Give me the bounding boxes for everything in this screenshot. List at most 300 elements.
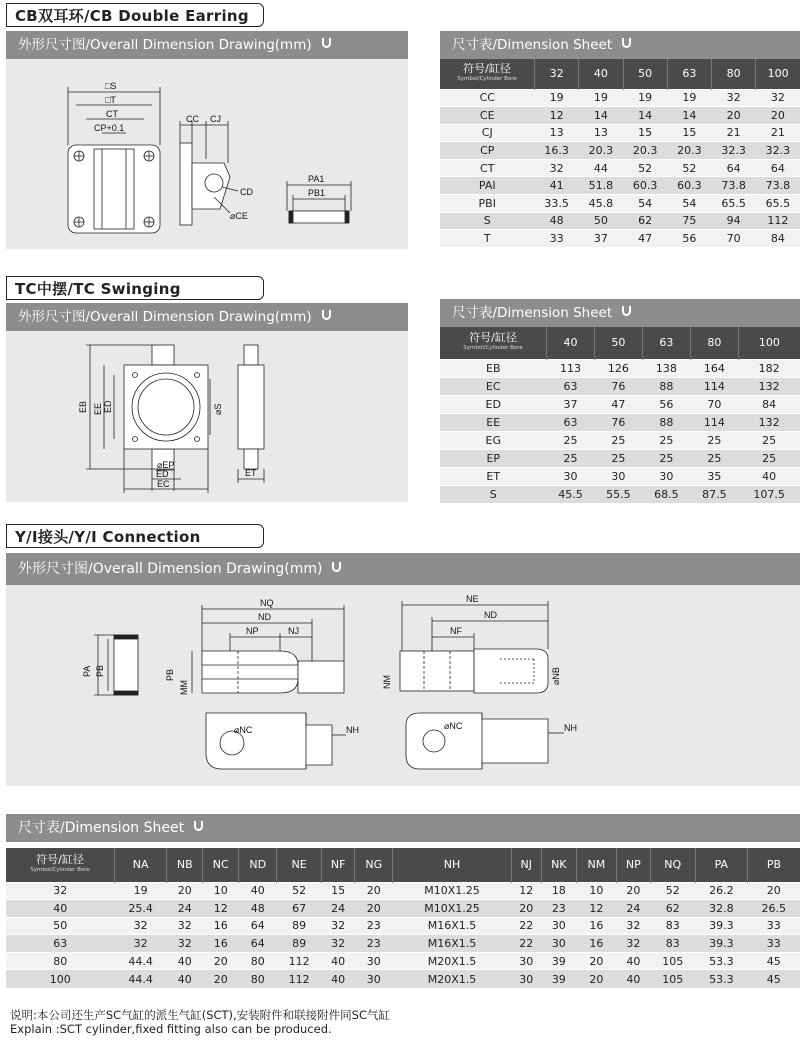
table-cell: 32 xyxy=(322,917,355,935)
table-header-cell: NF xyxy=(322,848,355,882)
table-cell: M16X1.5 xyxy=(393,935,512,953)
table-cell: 63 xyxy=(6,935,115,953)
table-cell: 33.5 xyxy=(535,195,579,213)
download-icon[interactable] xyxy=(194,821,203,831)
tc-sheet-bar xyxy=(440,299,800,327)
yi-label-nh2: NH xyxy=(564,723,577,733)
table-cell: 25 xyxy=(642,449,690,467)
table-row xyxy=(440,124,800,142)
table-cell: 32 xyxy=(115,917,167,935)
table-cell: 52 xyxy=(277,882,322,900)
table-cell: 24 xyxy=(322,900,355,918)
table-row xyxy=(440,212,800,230)
table-header-cell: NA xyxy=(115,848,167,882)
table-cell: CJ xyxy=(440,124,535,142)
table-cell: 16.3 xyxy=(535,142,579,160)
table-cell: 40 xyxy=(167,952,203,970)
table-cell: 14 xyxy=(579,107,623,125)
table-cell: 47 xyxy=(623,230,667,248)
tc-dimension-table xyxy=(440,327,800,503)
cb-label-cc: CC xyxy=(186,114,199,124)
yi-label-nf: NF xyxy=(450,626,462,636)
tc-drawing xyxy=(6,331,408,502)
table-cell: 126 xyxy=(594,359,642,377)
yi-label-pb2: PB xyxy=(165,668,175,681)
download-icon[interactable] xyxy=(332,562,341,572)
note-cn: 说明:本公司还生产SC气缸的派生气缸(SCT),安装附件和联接附件同SC气缸 xyxy=(10,1008,391,1022)
table-cell: 24 xyxy=(616,900,650,918)
table-row xyxy=(6,935,800,953)
table-cell: 32.8 xyxy=(695,900,747,918)
table-cell: 45.8 xyxy=(579,195,623,213)
cb-label-pa1: PA1 xyxy=(308,174,325,184)
table-cell: 60.3 xyxy=(623,177,667,195)
table-cell: 45 xyxy=(748,970,800,988)
table-cell: 35 xyxy=(690,467,738,485)
yi-section-title: Y/I接头/Y/I Connection xyxy=(6,524,264,548)
table-cell: 39 xyxy=(541,970,576,988)
table-cell: 64 xyxy=(239,935,277,953)
yi-label-nj: NJ xyxy=(288,626,299,636)
table-cell: 23 xyxy=(355,935,393,953)
table-cell: 55.5 xyxy=(594,485,642,503)
table-cell: 75 xyxy=(667,212,711,230)
tc-label-ee: EE xyxy=(93,402,103,415)
table-cell: 39.3 xyxy=(695,935,747,953)
table-cell: M10X1.25 xyxy=(393,882,512,900)
table-cell: CT xyxy=(440,159,535,177)
table-cell: 138 xyxy=(642,359,690,377)
yi-sheet-bar xyxy=(6,814,800,842)
table-cell: 182 xyxy=(738,359,800,377)
table-cell: 21 xyxy=(756,124,800,142)
yi-drawing-bar-label: 外形尺寸图/Overall Dimension Drawing(mm) xyxy=(18,561,323,577)
table-cell: 40 xyxy=(322,970,355,988)
table-cell: 80 xyxy=(239,970,277,988)
tc-label-ed-bottom: ED xyxy=(156,469,169,479)
table-cell: 37 xyxy=(579,230,623,248)
table-row xyxy=(440,485,800,503)
table-cell: 56 xyxy=(642,395,690,413)
table-cell: 25 xyxy=(594,431,642,449)
yi-label-pa: PA xyxy=(82,665,92,677)
yi-label-np: NP xyxy=(246,626,259,636)
table-cell: 88 xyxy=(642,413,690,431)
table-cell: 62 xyxy=(623,212,667,230)
table-header-cell: 63 xyxy=(667,59,711,89)
table-cell: 14 xyxy=(667,107,711,125)
table-cell: 32 xyxy=(6,882,115,900)
table-row xyxy=(440,107,800,125)
table-cell: 32 xyxy=(616,935,650,953)
tc-label-et: ET xyxy=(245,468,257,478)
table-header-cell: NG xyxy=(355,848,393,882)
table-row xyxy=(440,395,800,413)
yi-sheet-bar-label: 尺寸表/Dimension Sheet xyxy=(18,820,185,836)
table-cell: 68.5 xyxy=(642,485,690,503)
table-cell: EB xyxy=(440,359,547,377)
table-cell: 25 xyxy=(547,449,595,467)
table-cell: 19 xyxy=(535,89,579,107)
table-cell: 53.3 xyxy=(695,970,747,988)
table-cell: 30 xyxy=(594,467,642,485)
table-cell: 25 xyxy=(547,431,595,449)
table-cell: 33 xyxy=(748,917,800,935)
table-header-cell: 符号/缸径 Symbol/Cylinder Bore xyxy=(440,59,535,89)
table-cell: 54 xyxy=(667,195,711,213)
tc-label-eb: EB xyxy=(78,400,88,413)
table-cell: 20 xyxy=(355,900,393,918)
table-cell: 83 xyxy=(650,917,695,935)
table-cell: 51.8 xyxy=(579,177,623,195)
table-cell: 44.4 xyxy=(115,970,167,988)
tc-section-title: TC中摆/TC Swinging xyxy=(6,276,264,300)
table-cell: 23 xyxy=(355,917,393,935)
table-cell: 80 xyxy=(6,952,115,970)
table-cell: 32 xyxy=(115,935,167,953)
table-cell: 12 xyxy=(203,900,239,918)
table-cell: 41 xyxy=(535,177,579,195)
yi-dimension-table xyxy=(6,848,800,988)
table-cell: 32 xyxy=(167,917,203,935)
table-cell: 26.5 xyxy=(748,900,800,918)
table-cell: 113 xyxy=(547,359,595,377)
table-cell: 73.8 xyxy=(712,177,756,195)
table-row xyxy=(6,900,800,918)
tc-label-ed: ED xyxy=(103,400,113,413)
table-cell: CP xyxy=(440,142,535,160)
table-cell: PBI xyxy=(440,195,535,213)
table-cell: 33 xyxy=(535,230,579,248)
table-cell: 88 xyxy=(642,377,690,395)
table-cell: 32 xyxy=(535,159,579,177)
cb-drawing-bar xyxy=(6,31,408,59)
download-icon[interactable] xyxy=(322,310,331,320)
table-row xyxy=(440,195,800,213)
table-cell: 20 xyxy=(511,900,541,918)
table-cell: 19 xyxy=(115,882,167,900)
table-row xyxy=(6,882,800,900)
table-header-cell: NP xyxy=(616,848,650,882)
table-cell: 52 xyxy=(650,882,695,900)
table-cell: 25 xyxy=(738,449,800,467)
table-cell: 164 xyxy=(690,359,738,377)
table-cell: 20 xyxy=(576,970,616,988)
table-cell: 20.3 xyxy=(623,142,667,160)
table-row xyxy=(6,952,800,970)
table-cell: M10X1.25 xyxy=(393,900,512,918)
table-cell: 12 xyxy=(511,882,541,900)
table-cell: S xyxy=(440,212,535,230)
tc-drawing-bar xyxy=(6,303,408,331)
table-header-cell: 63 xyxy=(642,327,690,359)
table-cell: 25 xyxy=(642,431,690,449)
table-cell: 40 xyxy=(6,900,115,918)
table-cell: 21 xyxy=(712,124,756,142)
table-cell: 26.2 xyxy=(695,882,747,900)
cb-label-s: □S xyxy=(105,81,117,91)
table-cell: 15 xyxy=(667,124,711,142)
table-row xyxy=(440,467,800,485)
table-cell: 64 xyxy=(756,159,800,177)
tc-drawing-bar-label: 外形尺寸图/Overall Dimension Drawing(mm) xyxy=(18,309,312,325)
table-header-cell: 符号/缸径 Symbol/Cylinder Bore xyxy=(440,327,547,359)
table-cell: M20X1.5 xyxy=(393,970,512,988)
cb-label-cp: CP+0.1 xyxy=(94,123,125,133)
table-cell: 10 xyxy=(203,882,239,900)
table-cell: ED xyxy=(440,395,547,413)
cb-section-title: CB双耳环/CB Double Earring xyxy=(6,3,264,27)
table-header-cell: NC xyxy=(203,848,239,882)
table-cell: CC xyxy=(440,89,535,107)
table-header-cell: 100 xyxy=(756,59,800,89)
table-cell: 19 xyxy=(667,89,711,107)
yi-label-nq: NQ xyxy=(260,598,274,608)
table-cell: 84 xyxy=(756,230,800,248)
table-cell: 64 xyxy=(239,917,277,935)
table-cell: 32 xyxy=(756,89,800,107)
note-en: Explain :SCT cylinder,fixed fitting also can be produced. xyxy=(10,1022,332,1036)
table-cell: ET xyxy=(440,467,547,485)
yi-label-nb: ⌀NB xyxy=(551,667,561,685)
table-cell: 18 xyxy=(541,882,576,900)
table-cell: 30 xyxy=(541,917,576,935)
table-cell: 45 xyxy=(748,952,800,970)
table-cell: 52 xyxy=(623,159,667,177)
table-cell: 70 xyxy=(690,395,738,413)
table-cell: 53.3 xyxy=(695,952,747,970)
table-header-cell: NJ xyxy=(511,848,541,882)
table-header-cell: NM xyxy=(576,848,616,882)
table-cell: 22 xyxy=(511,935,541,953)
table-header-cell: 40 xyxy=(579,59,623,89)
table-cell: 32 xyxy=(712,89,756,107)
table-cell: 12 xyxy=(535,107,579,125)
table-cell: 60.3 xyxy=(667,177,711,195)
table-cell: 40 xyxy=(322,952,355,970)
table-cell: 63 xyxy=(547,377,595,395)
table-cell: 40 xyxy=(167,970,203,988)
table-header-cell: 50 xyxy=(594,327,642,359)
table-header-cell: 32 xyxy=(535,59,579,89)
table-header-cell: 50 xyxy=(623,59,667,89)
tc-drawing-svg xyxy=(6,331,408,502)
table-cell: 45.5 xyxy=(547,485,595,503)
table-cell: 25 xyxy=(690,449,738,467)
table-cell: 100 xyxy=(6,970,115,988)
table-cell: 73.8 xyxy=(756,177,800,195)
table-cell: 32 xyxy=(616,917,650,935)
table-cell: 20 xyxy=(712,107,756,125)
yi-label-nm: NM xyxy=(382,675,392,689)
table-cell: 10 xyxy=(576,882,616,900)
table-cell: M20X1.5 xyxy=(393,952,512,970)
cb-label-cj: CJ xyxy=(210,114,221,124)
table-cell: 39 xyxy=(541,952,576,970)
cb-drawing-svg xyxy=(6,59,408,249)
table-cell: 22 xyxy=(511,917,541,935)
table-row xyxy=(440,142,800,160)
table-cell: 65.5 xyxy=(712,195,756,213)
table-cell: 87.5 xyxy=(690,485,738,503)
table-cell: 32.3 xyxy=(712,142,756,160)
table-cell: 114 xyxy=(690,413,738,431)
table-cell: EE xyxy=(440,413,547,431)
table-cell: 40 xyxy=(738,467,800,485)
table-cell: 44.4 xyxy=(115,952,167,970)
table-row xyxy=(6,917,800,935)
table-cell: 62 xyxy=(650,900,695,918)
table-row xyxy=(440,449,800,467)
table-cell: 20 xyxy=(203,970,239,988)
table-cell: 16 xyxy=(576,935,616,953)
table-cell: 89 xyxy=(277,917,322,935)
yi-drawing-svg xyxy=(6,585,800,786)
table-cell: 54 xyxy=(623,195,667,213)
table-cell: 50 xyxy=(6,917,115,935)
table-cell: 40 xyxy=(616,970,650,988)
tc-label-ec: EC xyxy=(157,479,170,489)
table-cell: 65.5 xyxy=(756,195,800,213)
table-cell: 20 xyxy=(616,882,650,900)
table-row xyxy=(6,970,800,988)
table-header-cell: 80 xyxy=(712,59,756,89)
table-cell: 30 xyxy=(355,970,393,988)
yi-label-nc: ⌀NC xyxy=(234,725,253,735)
table-cell: 12 xyxy=(576,900,616,918)
table-cell: 23 xyxy=(541,900,576,918)
table-cell: 15 xyxy=(322,882,355,900)
table-cell: 44 xyxy=(579,159,623,177)
table-cell: M16X1.5 xyxy=(393,917,512,935)
table-cell: 56 xyxy=(667,230,711,248)
table-cell: 25 xyxy=(738,431,800,449)
yi-label-nh: NH xyxy=(346,725,359,735)
yi-label-nc2: ⌀NC xyxy=(444,721,463,731)
table-cell: 15 xyxy=(623,124,667,142)
table-cell: 13 xyxy=(579,124,623,142)
table-cell: 20 xyxy=(576,952,616,970)
table-row xyxy=(440,359,800,377)
table-cell: 40 xyxy=(616,952,650,970)
cb-label-t: □T xyxy=(105,95,116,105)
table-cell: 112 xyxy=(277,952,322,970)
table-cell: 24 xyxy=(167,900,203,918)
table-cell: 48 xyxy=(239,900,277,918)
table-cell: 16 xyxy=(576,917,616,935)
table-cell: 112 xyxy=(277,970,322,988)
table-row xyxy=(440,377,800,395)
table-row xyxy=(440,177,800,195)
table-cell: 30 xyxy=(541,935,576,953)
table-cell: 30 xyxy=(547,467,595,485)
download-icon[interactable] xyxy=(622,306,631,316)
table-header-cell: PB xyxy=(748,848,800,882)
table-cell: 25.4 xyxy=(115,900,167,918)
yi-label-pb: PB xyxy=(95,664,105,677)
table-row xyxy=(440,413,800,431)
download-icon[interactable] xyxy=(322,38,331,48)
table-cell: 37 xyxy=(547,395,595,413)
table-cell: 32 xyxy=(167,935,203,953)
cb-drawing xyxy=(6,59,408,249)
table-cell: 84 xyxy=(738,395,800,413)
table-cell: 16 xyxy=(203,935,239,953)
table-cell: 20 xyxy=(355,882,393,900)
cb-label-cd: CD xyxy=(240,187,253,197)
table-cell: 20 xyxy=(167,882,203,900)
table-cell: 67 xyxy=(277,900,322,918)
table-header-cell: 80 xyxy=(690,327,738,359)
table-cell: 20.3 xyxy=(579,142,623,160)
table-row xyxy=(440,431,800,449)
table-header-cell: NH xyxy=(393,848,512,882)
table-cell: 20 xyxy=(748,882,800,900)
table-cell: 20.3 xyxy=(667,142,711,160)
table-cell: 30 xyxy=(511,952,541,970)
table-cell: 114 xyxy=(690,377,738,395)
table-cell: 107.5 xyxy=(738,485,800,503)
table-header-cell: NB xyxy=(167,848,203,882)
table-cell: 132 xyxy=(738,413,800,431)
table-cell: 105 xyxy=(650,952,695,970)
table-row xyxy=(440,89,800,107)
table-cell: 52 xyxy=(667,159,711,177)
table-cell: 132 xyxy=(738,377,800,395)
table-cell: 25 xyxy=(594,449,642,467)
table-cell: 48 xyxy=(535,212,579,230)
table-cell: 64 xyxy=(712,159,756,177)
table-cell: 39.3 xyxy=(695,917,747,935)
table-cell: 25 xyxy=(690,431,738,449)
table-cell: 19 xyxy=(623,89,667,107)
table-cell: 94 xyxy=(712,212,756,230)
table-cell: 105 xyxy=(650,970,695,988)
table-cell: 89 xyxy=(277,935,322,953)
cb-label-ct: CT xyxy=(106,109,118,119)
table-cell: S xyxy=(440,485,547,503)
table-header-cell: NK xyxy=(541,848,576,882)
table-cell: PAI xyxy=(440,177,535,195)
cb-drawing-bar-label: 外形尺寸图/Overall Dimension Drawing(mm) xyxy=(18,37,312,53)
table-cell: 80 xyxy=(239,952,277,970)
table-header-cell: ND xyxy=(239,848,277,882)
tc-sheet-bar-label: 尺寸表/Dimension Sheet xyxy=(452,305,613,321)
table-cell: EG xyxy=(440,431,547,449)
table-cell: 19 xyxy=(579,89,623,107)
yi-label-ne: NE xyxy=(466,594,479,604)
cb-sheet-bar-label: 尺寸表/Dimension Sheet xyxy=(452,37,613,53)
table-cell: 40 xyxy=(239,882,277,900)
table-cell: 30 xyxy=(511,970,541,988)
table-cell: 33 xyxy=(748,935,800,953)
download-icon[interactable] xyxy=(622,38,631,48)
table-header-cell: NQ xyxy=(650,848,695,882)
yi-drawing xyxy=(6,585,800,786)
cb-sheet-bar xyxy=(440,31,800,59)
table-cell: 13 xyxy=(535,124,579,142)
table-cell: 70 xyxy=(712,230,756,248)
table-cell: 32 xyxy=(322,935,355,953)
table-cell: EP xyxy=(440,449,547,467)
table-header-cell: PA xyxy=(695,848,747,882)
table-cell: 63 xyxy=(547,413,595,431)
table-cell: CE xyxy=(440,107,535,125)
table-cell: 16 xyxy=(203,917,239,935)
table-cell: 50 xyxy=(579,212,623,230)
table-cell: 30 xyxy=(355,952,393,970)
yi-label-nd2: ND xyxy=(484,610,497,620)
